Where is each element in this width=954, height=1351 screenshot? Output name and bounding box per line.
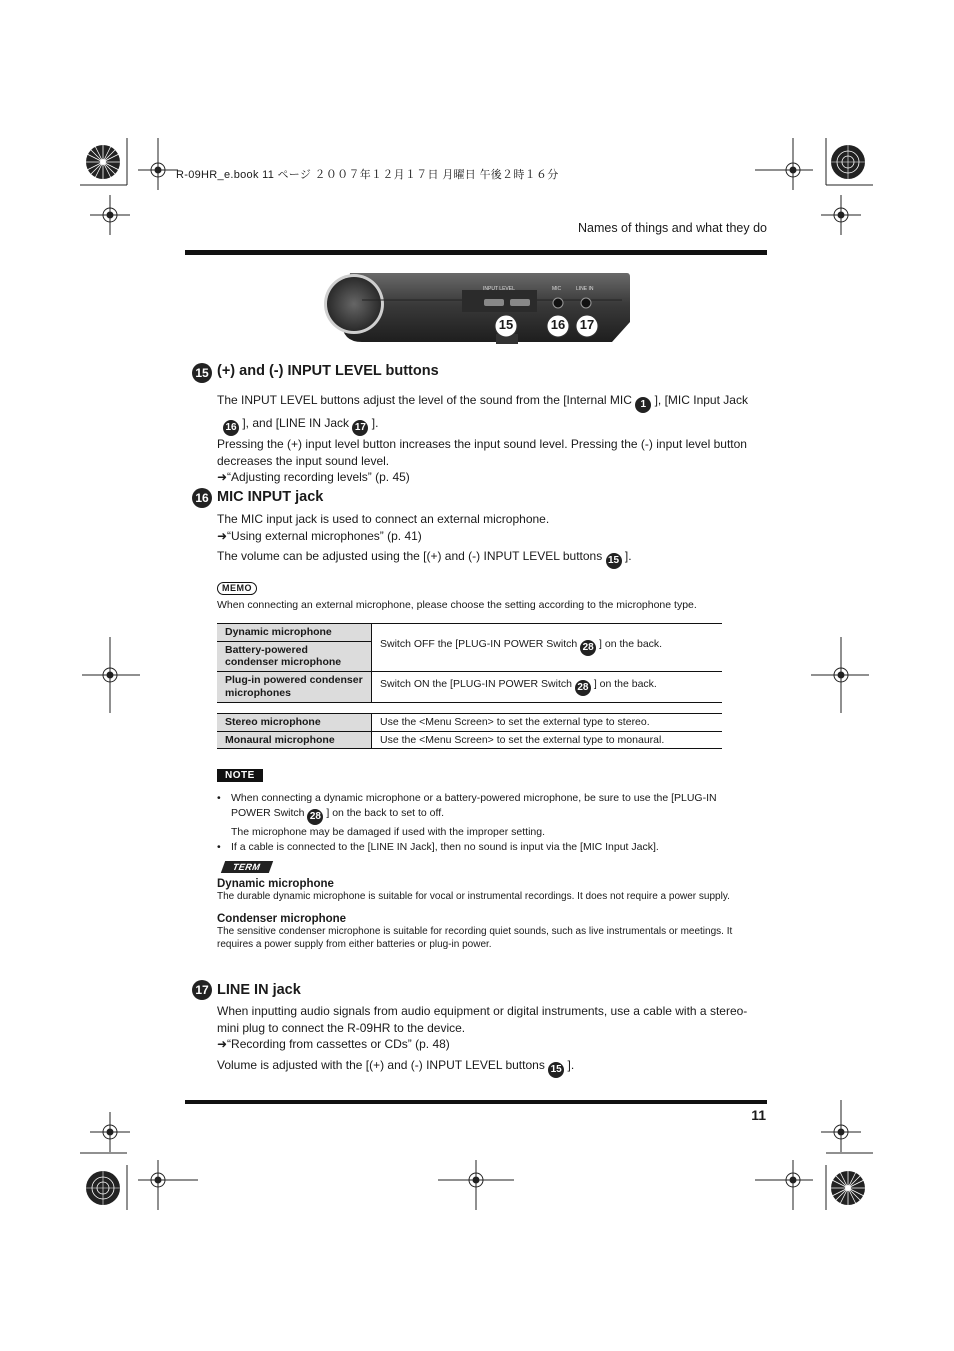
top-rule <box>185 250 767 255</box>
note-block <box>217 765 757 855</box>
memo-tag: MEMO <box>217 582 257 595</box>
table-label-monaural: Monaural microphone <box>217 731 372 749</box>
input-level-label: INPUT LEVEL <box>483 286 515 292</box>
memo-text: When connecting an external microphone, please choose the setting according to the microphone type. <box>217 599 697 611</box>
s16-text-a: The volume can be adjusted using the [(+) and (-) INPUT LEVEL buttons <box>217 549 603 563</box>
mic-type-table-2 <box>217 713 722 749</box>
s15-text-d: ]. <box>371 416 379 430</box>
section-17-body <box>217 1003 757 1078</box>
table-value-stereo: Use the <Menu Screen> to set the external type to stereo. <box>372 714 723 732</box>
ref-1: 1 <box>635 397 651 413</box>
section-header: Names of things and what they do <box>577 221 767 235</box>
note1-text-c: The microphone may be damaged if used with the improper setting. <box>231 826 546 838</box>
ref-17: 17 <box>352 420 368 436</box>
bottom-rule <box>185 1100 767 1104</box>
table-label-stereo: Stereo microphone <box>217 714 372 732</box>
s17-paragraph-1: When inputting audio signals from audio equipment or digital instruments, use a cable with a stereo-mini plug to connect the R-09HR to the device. <box>217 1004 748 1035</box>
s16-paragraph-1: The MIC input jack is used to connect an external microphone. <box>217 512 550 526</box>
ref-16: 16 <box>223 420 239 436</box>
table-label-battery-condenser: Battery-powered condenser microphone <box>217 641 372 671</box>
term-dynamic-text: The durable dynamic microphone is suitable for vocal or instrumental recordings. It does not require a power supply. <box>217 891 730 902</box>
mic-label: MIC <box>552 286 562 292</box>
section-15-body <box>217 390 767 486</box>
page-number: 11 <box>751 1107 766 1123</box>
ref-15-b: 15 <box>548 1062 564 1078</box>
table-label-dynamic: Dynamic microphone <box>217 624 372 642</box>
section-title-line-in: LINE IN jack <box>217 982 301 998</box>
s17-text-b: ]. <box>567 1057 575 1072</box>
ref-28: 28 <box>580 640 596 656</box>
callout-16: 16 <box>550 317 566 332</box>
ref-28-c: 28 <box>307 809 323 825</box>
note1-text-b: ] on the back to set to off. <box>326 807 445 819</box>
file-info-line: R-09HR_e.book 11 ページ ２００７年１２月１７日 月曜日 午後２時１６分 <box>176 169 559 181</box>
term-condenser-title: Condenser microphone <box>217 913 347 925</box>
val-on-b: ] on the back. <box>593 677 657 690</box>
callout-17: 17 <box>579 317 595 332</box>
s16-link[interactable]: ➜“Using external microphones” (p. 41) <box>217 528 422 543</box>
s15-text-c: ], and [LINE IN Jack <box>242 416 350 430</box>
section-title-mic-input: MIC INPUT jack <box>217 489 324 505</box>
s15-text-a: The INPUT LEVEL buttons adjust the level of the sound from the [Internal MIC <box>217 393 632 407</box>
table-value-off <box>372 624 723 672</box>
section-number-17: 17 <box>192 980 212 1000</box>
line-in-label: LINE IN <box>576 286 594 292</box>
term-block <box>217 857 767 951</box>
section-number-16: 16 <box>192 488 212 508</box>
s15-paragraph-2: Pressing the (+) input level button increases the input sound level. Pressing the (-) input level button decreases the input sound level. <box>217 437 747 468</box>
note-item-1 <box>217 791 757 840</box>
val-off-b: ] on the back. <box>599 638 663 651</box>
note-tag: NOTE <box>217 769 263 782</box>
s17-text-a: Volume is adjusted with the [(+) and (-) INPUT LEVEL buttons <box>217 1057 545 1072</box>
memo-block <box>217 578 767 612</box>
term-condenser-text: The sensitive condenser microphone is suitable for recording quiet sounds, such as live instrumentals or meetings. It requires a power supply from either batteries or plug-in power. <box>217 926 733 950</box>
section-number-15: 15 <box>192 363 212 383</box>
term-tag: TERM <box>221 861 273 873</box>
table-value-on <box>372 671 723 702</box>
val-off-a: Switch OFF the [PLUG-IN POWER Switch <box>380 638 578 651</box>
ref-15: 15 <box>606 553 622 569</box>
note-item-2: • If a cable is connected to the [LINE IN Jack], then no sound is input via the [MIC Input Jack]. <box>217 840 757 855</box>
ref-28-b: 28 <box>575 680 591 696</box>
s17-link[interactable]: ➜“Recording from cassettes or CDs” (p. 48) <box>217 1037 450 1051</box>
device-illustration <box>322 272 634 348</box>
val-on-a: Switch ON the [PLUG-IN POWER Switch <box>380 677 572 690</box>
section-16-body <box>217 511 767 569</box>
callout-15: 15 <box>498 317 514 332</box>
s15-link[interactable]: ➜“Adjusting recording levels” (p. 45) <box>217 470 410 484</box>
table-value-monaural: Use the <Menu Screen> to set the external type to monaural. <box>372 731 723 749</box>
internal-mic-grille <box>327 277 381 331</box>
term-dynamic-title: Dynamic microphone <box>217 878 334 890</box>
section-title-input-level: (+) and (-) INPUT LEVEL buttons <box>217 363 439 379</box>
mic-type-table-1 <box>217 623 722 703</box>
s16-text-b: ]. <box>624 549 632 563</box>
note1-text-a: When connecting a dynamic microphone or a battery-powered microphone, be sure to use the [PLUG-IN POWER Switch <box>231 792 717 819</box>
s15-text-b: ], [MIC Input Jack <box>654 393 748 407</box>
table-label-plugin-condenser: Plug-in powered condenser microphones <box>217 671 372 702</box>
